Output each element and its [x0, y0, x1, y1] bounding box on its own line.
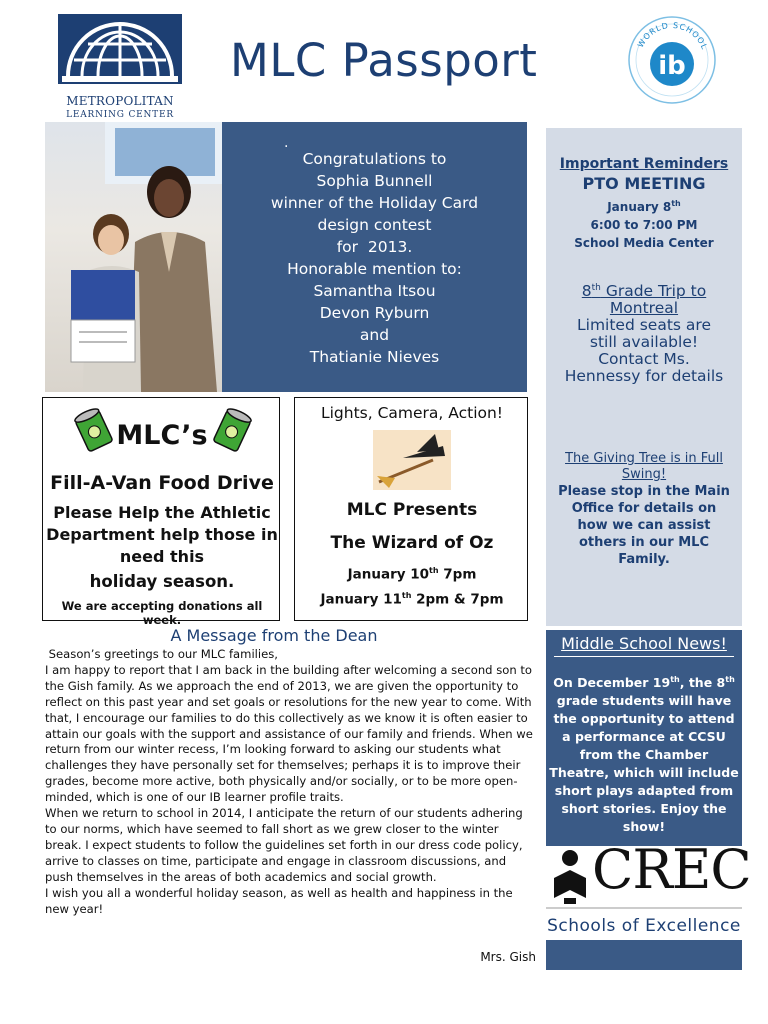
dean-greeting: Season’s greetings to our MLC families, — [45, 647, 278, 661]
wizard-heading: Lights, Camera, Action! — [320, 404, 504, 422]
logo-line-2: LEARNING CENTER — [66, 110, 174, 120]
pto-time: 6:00 to 7:00 PM — [590, 218, 698, 232]
honorable-name: Samantha Itsou — [313, 282, 436, 300]
pto-location: School Media Center — [574, 236, 714, 250]
pto-reminder — [546, 156, 742, 252]
congrats-line: Congratulations to — [302, 150, 447, 168]
globe-dome-icon — [58, 14, 182, 84]
pto-date: January 8th — [607, 199, 681, 214]
middle-school-news — [546, 630, 742, 840]
reminders-heading[interactable]: Important Reminders — [559, 156, 729, 172]
help-line: Please Help the Athletic — [53, 503, 271, 522]
giving-body-line: Please stop in the Main — [558, 484, 730, 499]
food-drive-help — [43, 502, 281, 568]
honorable-name: Thatianie Nieves — [309, 348, 440, 366]
ib-mark: ib — [658, 51, 686, 81]
congratulations-panel — [222, 122, 527, 392]
giving-heading[interactable]: The Giving Tree is in Full — [565, 451, 723, 466]
giving-body-line: how we can assist — [577, 518, 711, 533]
ib-ring-text: WORLD SCHOOL — [635, 20, 710, 52]
dean-paragraph: I wish you all a wonderful holiday season, as well as health and happiness in the new year! — [45, 885, 513, 916]
giving-body-line: Family. — [618, 552, 670, 567]
giving-heading-2[interactable]: Swing! — [621, 467, 667, 482]
honorable-mention-label: Honorable mention to: — [287, 260, 462, 278]
food-drive-title: MLC’s — [116, 420, 208, 451]
dean-signature: Mrs. Gish — [480, 950, 536, 964]
crec-tagline: Schools of Excellence — [547, 916, 741, 936]
trip-body-line: Limited seats are — [577, 316, 711, 335]
congrats-line: winner of the Holiday Card — [270, 194, 479, 212]
middle-school-body: On December 19th, the 8th grade students will have the opportunity to attend a performance at CCSU from the Chamber Theatre, which will include short plays adapted from short stories. Enjoy the show! — [549, 675, 739, 835]
trip-body-line: still available! — [589, 333, 699, 352]
food-drive-season: holiday season. — [89, 572, 235, 591]
winner-photo — [45, 122, 222, 392]
honorable-name: Devon Ryburn — [319, 304, 430, 322]
trip-body-line: Hennessy for details — [564, 367, 724, 386]
food-drive-donations: We are accepting donations all week. — [61, 599, 263, 627]
help-line: need this — [119, 547, 205, 566]
bullet-dot: . — [284, 135, 289, 151]
crec-name: CREC — [592, 838, 751, 901]
food-drive-subtitle: Fill-A-Van Food Drive — [50, 472, 274, 494]
dean-paragraph: I am happy to report that I am back in the building after welcoming a second son to the Gish family. As we approach the end of 2013, we are given the opportunity to reflect on this past year and set goals or resolutions for the new year to come. With that, I encourage our families to do this collectively as we know it is often easier to attain our goals with the support and assistance of our family and friends. When we return from our winter recess, I’m looking forward to asking our students what challenges they have personally set for themselves; perhaps it is to improve their grades, become more active, both physically and/or socially, or to be more open-minded, which is one of our IB learner profile traits. — [45, 662, 533, 805]
trip-body-line: Contact Ms. — [598, 350, 690, 369]
logo-line-1: METROPOLITAN — [66, 94, 174, 108]
wizard-of-oz-box — [294, 397, 528, 621]
montreal-trip — [546, 280, 742, 385]
pto-title: PTO MEETING — [582, 174, 706, 193]
dean-paragraph: When we return to school in 2014, I anticipate the return of our students adhering to our norms, which have seemed to fall short as we grew closer to the winter break. I expect students to follow the guidelines set forth in our dress code policy, arrive to classes on time, participate and engage in classroom discussions, and push themselves in the areas of both academics and social growth. — [45, 806, 523, 884]
food-drive-box — [42, 397, 280, 627]
witch-hat-broom-icon — [373, 430, 451, 490]
congrats-line: and — [359, 326, 390, 344]
dean-message-title: A Message from the Dean — [170, 626, 378, 645]
sidebar — [546, 128, 742, 626]
wizard-show-title: The Wizard of Oz — [330, 533, 494, 553]
wizard-date-2: January 11th 2pm & 7pm — [320, 591, 504, 608]
trip-heading[interactable]: 8th Grade Trip to — [581, 282, 707, 301]
dean-message-body — [45, 647, 537, 917]
winner-name: Sophia Bunnell — [316, 172, 433, 190]
wizard-presents: MLC Presents — [346, 500, 478, 520]
crec-bottom-band — [546, 940, 742, 970]
congrats-line: for 2013. — [336, 238, 413, 256]
help-line: Department help those in — [46, 525, 278, 544]
giving-body-line: others in our MLC — [578, 535, 709, 550]
mlc-logo — [56, 14, 184, 118]
congrats-line: design contest — [317, 216, 432, 234]
wizard-date-1: January 10th 7pm — [347, 566, 477, 583]
giving-tree — [546, 451, 742, 568]
trip-heading-2[interactable]: Montreal — [609, 299, 679, 318]
ib-world-school-logo — [626, 14, 718, 106]
crec-logo — [546, 838, 751, 970]
giving-body-line: Office for details on — [571, 501, 717, 516]
page-title: MLC Passport — [230, 34, 538, 87]
middle-school-title[interactable]: Middle School News! — [554, 634, 734, 657]
